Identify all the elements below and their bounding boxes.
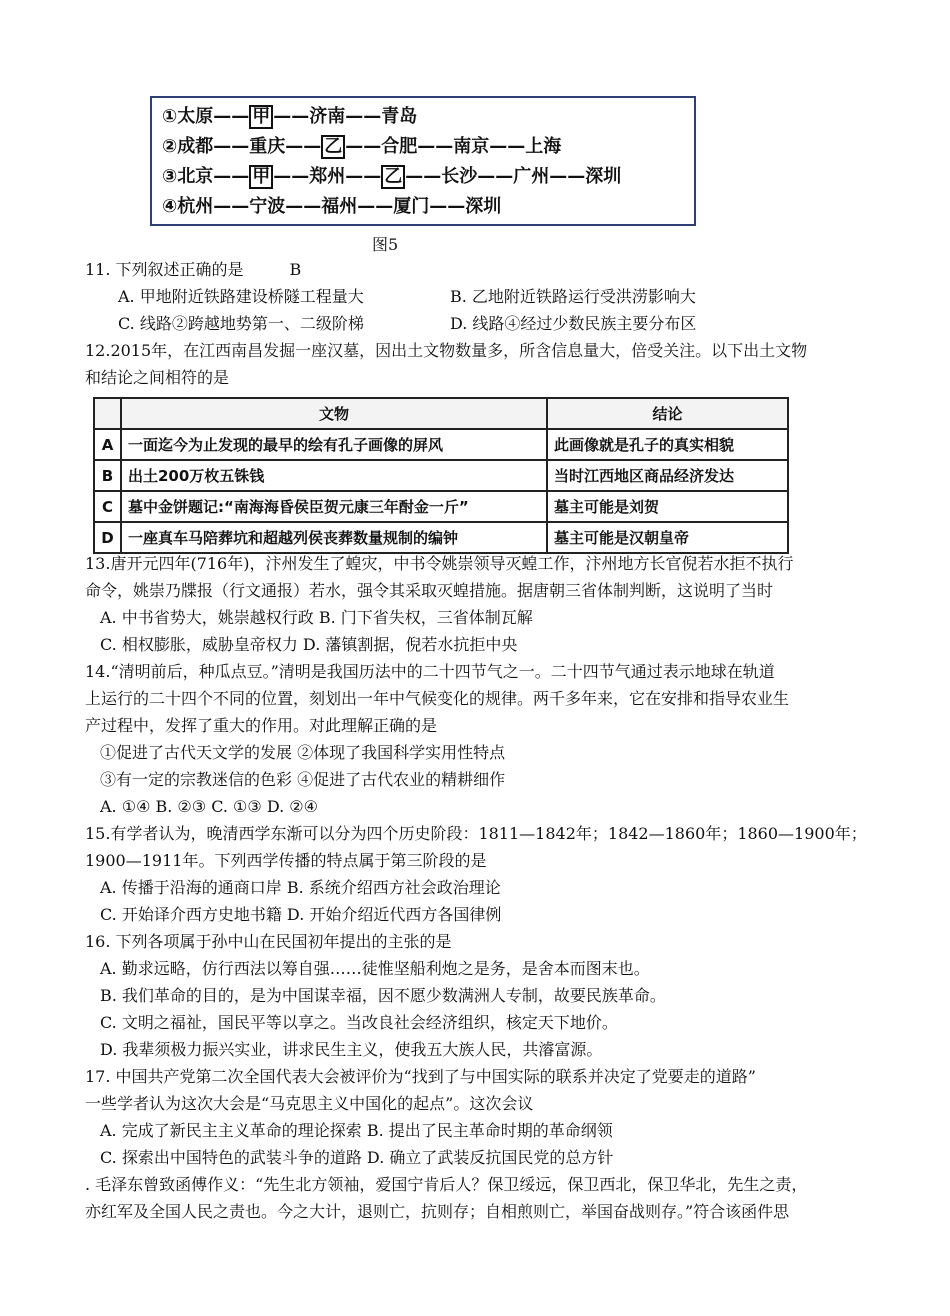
table-header-conclusion: 结论 [547, 398, 788, 429]
boxed-placeholder: 甲 [249, 105, 273, 129]
row-conclusion: 当时江西地区商品经济发达 [547, 460, 788, 491]
route-text: 成都——重庆—— [177, 136, 322, 157]
question-17-stem-line1: 17. 中国共产党第二次全国代表大会被评价为“找到了与中国实际的联系并决定了党要走的道路” [85, 1067, 756, 1086]
options-ab: A. 中书省势大，姚崇越权行政 B. 门下省失权，三省体制瓦解 [100, 608, 533, 627]
options-cd: C. 相权膨胀，威胁皇帝权力 D. 藩镇割据，倪若水抗拒中央 [100, 635, 518, 654]
question-12-stem-line2: 和结论之间相符的是 [85, 368, 230, 387]
route-text: ——长沙——广州——深圳 [405, 166, 622, 187]
figure-caption: 图5 [372, 235, 399, 254]
option-b: B. 我们革命的目的，是为中国谋幸福，因不愿少数满洲人专制，故要民族革命。 [100, 986, 666, 1005]
option-b: B. 乙地附近铁路运行受洪涝影响大 [450, 287, 696, 306]
question-13-stem-line2: 命令，姚崇乃牒报（行文通报）若水，强令其采取灭蝗措施。据唐朝三省体制判断，这说明了当时 [85, 581, 774, 600]
options-ab: A. 传播于沿海的通商口岸 B. 系统介绍西方社会政治理论 [100, 878, 501, 897]
route-3 [162, 162, 621, 189]
option-d: D. 我辈须极力振兴实业，讲求民生主义，使我五大族人民，共濬富源。 [100, 1040, 603, 1059]
route-text: 北京—— [177, 166, 250, 187]
table-header-row [94, 398, 788, 429]
row-conclusion: 墓主可能是汉朝皇帝 [547, 522, 788, 553]
statements-12: ①促进了古代天文学的发展 ②体现了我国科学实用性特点 [100, 743, 506, 762]
row-letter: A [94, 429, 121, 460]
route-text: ——郑州—— [273, 166, 382, 187]
option-d: D. 线路④经过少数民族主要分布区 [450, 314, 697, 333]
figure-5-route-box [150, 96, 696, 226]
option-c: C. 线路②跨越地势第一、二级阶梯 [118, 314, 364, 333]
route-text: ——合肥——南京——上海 [345, 136, 562, 157]
row-relic: 墓中金饼题记:“南海海昏侯臣贺元康三年酎金一斤” [121, 491, 547, 522]
question-text: 11. 下列叙述正确的是 [85, 260, 244, 279]
options-cd: C. 开始译介西方史地书籍 D. 开始介绍近代西方各国律例 [100, 905, 502, 924]
boxed-placeholder: 甲 [249, 165, 273, 189]
choices: A. ①④ B. ②③ C. ①③ D. ②④ [100, 797, 318, 816]
question-16-stem: 16. 下列各项属于孙中山在民国初年提出的主张的是 [85, 932, 452, 951]
options-ab: A. 完成了新民主主义革命的理论探索 B. 提出了民主革命时期的革命纲领 [100, 1121, 613, 1140]
option-a: A. 甲地附近铁路建设桥隧工程量大 [118, 287, 364, 306]
table-row [94, 429, 788, 460]
question-14-stem-line3: 产过程中，发挥了重大的作用。对此理解正确的是 [85, 716, 438, 735]
table-row [94, 522, 788, 553]
table-header-relic: 文物 [121, 398, 547, 429]
question-12-stem-line1: 12.2015年，在江西南昌发掘一座汉墓，因出土文物数量多，所含信息量大，倍受关注。以下出土文物 [85, 341, 808, 360]
row-relic: 一座真车马陪葬坑和超越列侯丧葬数量规制的编钟 [121, 522, 547, 553]
boxed-placeholder: 乙 [321, 135, 345, 159]
options-cd: C. 探索出中国特色的武装斗争的道路 D. 确立了武装反抗国民党的总方针 [100, 1148, 614, 1167]
question-17-stem-line2: 一些学者认为这次大会是“马克思主义中国化的起点”。这次会议 [85, 1094, 534, 1113]
question-13-stem-line1: 13.唐开元四年(716年)，汴州发生了蝗灾，中书令姚崇领导灭蝗工作，汴州地方长官倪若水拒不执行 [85, 554, 794, 573]
row-letter: D [94, 522, 121, 553]
table-row [94, 460, 788, 491]
row-relic: 一面迄今为止发现的最早的绘有孔子画像的屏风 [121, 429, 547, 460]
route-number: ③ [162, 166, 178, 187]
question-15-stem-line2: 1900—1911年。下列西学传播的特点属于第三阶段的是 [85, 851, 487, 870]
table-header-empty [94, 398, 121, 429]
option-c: C. 文明之福祉，国民平等以享之。当改良社会经济组织，核定天下地价。 [100, 1013, 618, 1032]
question-18-stem-line2: 亦红军及全国人民之责也。今之大计，退则亡，抗则存；自相煎则亡，举国奋战则存。”符合该函件思 [85, 1202, 790, 1221]
route-1 [162, 102, 417, 129]
question-11-stem [85, 260, 301, 280]
route-text: 太原—— [177, 106, 250, 127]
question-18-stem-line1: . 毛泽东曾致函傅作义：“先生北方领袖，爱国宁肯后人？保卫绥远，保卫西北，保卫华北，先生之责， [85, 1175, 808, 1194]
route-number: ② [162, 136, 178, 157]
option-a: A. 勤求远略，仿行西法以筹自强……徒惟坚船利炮之是务，是舍本而图末也。 [100, 959, 650, 978]
question-14-stem-line1: 14.“清明前后，种瓜点豆。”清明是我国历法中的二十四节气之一。二十四节气通过表示地球在轨道 [85, 662, 775, 681]
answer-mark: B [289, 260, 302, 279]
row-letter: C [94, 491, 121, 522]
route-text: ——济南——青岛 [273, 106, 418, 127]
row-conclusion: 墓主可能是刘贺 [547, 491, 788, 522]
question-15-stem-line1: 15.有学者认为，晚清西学东渐可以分为四个历史阶段：1811—1842年；1842—1860年；1860—1900年； [85, 824, 867, 843]
statements-34: ③有一定的宗教迷信的色彩 ④促进了古代农业的精耕细作 [100, 770, 506, 789]
route-number: ④ [162, 196, 178, 217]
boxed-placeholder: 乙 [381, 165, 405, 189]
relics-conclusions-table [93, 397, 789, 554]
route-number: ① [162, 106, 178, 127]
row-conclusion: 此画像就是孔子的真实相貌 [547, 429, 788, 460]
question-14-stem-line2: 上运行的二十四个不同的位置，刻划出一年中气候变化的规律。两千多年来，它在安排和指导农业生 [85, 689, 790, 708]
route-4 [162, 192, 501, 218]
route-text: 杭州——宁波——福州——厦门——深圳 [177, 196, 502, 217]
table-row [94, 491, 788, 522]
row-relic: 出土200万枚五铢钱 [121, 460, 547, 491]
row-letter: B [94, 460, 121, 491]
route-2 [162, 132, 561, 159]
